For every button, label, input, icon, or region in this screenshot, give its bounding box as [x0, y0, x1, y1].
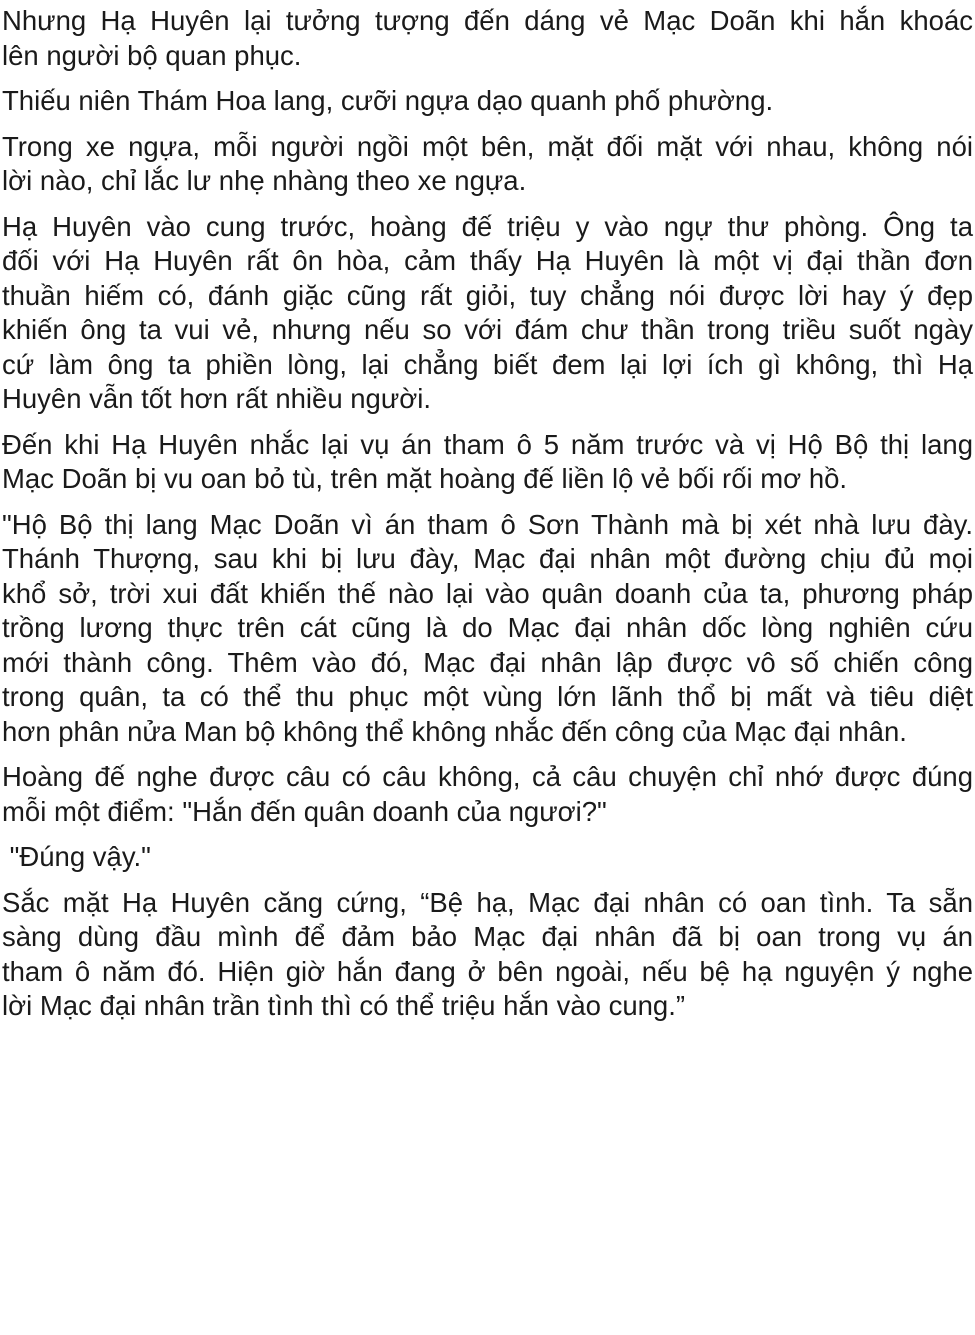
paragraph-4 [2, 210, 973, 417]
paragraph-5 [2, 428, 973, 497]
text-line: hơn phân nửa Man bộ không thể không nhắc đến công của Mạc đại nhân. [2, 715, 907, 747]
text-line: trong quân, ta có thể thu phục một vùng lớn lãnh thổ bị mất và tiêu diệt [2, 681, 973, 712]
text-line: Nhưng Hạ Huyên lại tưởng tượng đến dáng vẻ Mạc Doãn khi hắn khoác [2, 5, 973, 36]
text-line: sàng dùng đầu mình để đảm bảo Mạc đại nhân đã bị oan trong vụ án [2, 921, 973, 952]
paragraph-9 [2, 886, 973, 1024]
text-line: Thiếu niên Thám Hoa lang, cưỡi ngựa dạo quanh phố phường. [2, 85, 774, 116]
text-line: "Hộ Bộ thị lang Mạc Doãn vì án tham ô Sơn Thành mà bị xét nhà lưu đày. [2, 508, 973, 540]
text-line: trồng lương thực trên cát cũng là do Mạc đại nhân dốc lòng nghiên cứu [2, 612, 973, 643]
text-line: lên người bộ quan phục. [2, 39, 302, 71]
text-line: mỗi một điểm: "Hắn đến quân doanh của ngươi?" [2, 795, 607, 827]
text-line: thuần hiếm có, đánh giặc cũng rất giỏi, tuy chẳng nói được lời hay ý đẹp [2, 279, 973, 311]
text-line: Hoàng đế nghe được câu có câu không, cả câu chuyện chỉ nhớ được đúng [2, 761, 973, 792]
paragraph-8 [2, 840, 973, 875]
text-line: Trong xe ngựa, mỗi người ngồi một bên, mặt đối mặt với nhau, không nói [2, 130, 973, 162]
text-line: khổ sở, trời xui đất khiến thế nào lại vào quân doanh của ta, phương pháp [2, 577, 973, 609]
text-line: Đến khi Hạ Huyên nhắc lại vụ án tham ô 5 năm trước và vị Hộ Bộ thị lang [2, 428, 973, 460]
paragraph-2 [2, 84, 973, 119]
text-line: tham ô năm đó. Hiện giờ hắn đang ở bên ngoài, nếu bệ hạ nguyện ý nghe [2, 955, 973, 987]
paragraph-6 [2, 508, 973, 750]
text-line: cứ làm ông ta phiền lòng, lại chẳng biết đem lại lợi ích gì không, thì Hạ [2, 348, 973, 380]
text-line: Sắc mặt Hạ Huyên căng cứng, “Bệ hạ, Mạc đại nhân có oan tình. Ta sẵn [2, 886, 973, 918]
text-line: Huyên vẫn tốt hơn rất nhiều người. [2, 383, 432, 414]
text-line: lời nào, chỉ lắc lư nhẹ nhàng theo xe ngựa. [2, 165, 527, 196]
text-line: Thánh Thượng, sau khi bị lưu đày, Mạc đại nhân một đường chịu đủ mọi [2, 543, 973, 574]
paragraph-3 [2, 130, 973, 199]
paragraph-7 [2, 760, 973, 829]
paragraph-1 [2, 4, 973, 73]
text-line: khiến ông ta vui vẻ, nhưng nếu so với đám chư thần trong triều suốt ngày [2, 314, 973, 345]
text-line: Hạ Huyên vào cung trước, hoàng đế triệu y vào ngự thư phòng. Ông ta [2, 210, 973, 242]
text-line: Mạc Doãn bị vu oan bỏ tù, trên mặt hoàng đế liền lộ vẻ bối rối mơ hồ. [2, 463, 848, 494]
text-line: mới thành công. Thêm vào đó, Mạc đại nhân lập được vô số chiến công [2, 646, 973, 678]
text-line: đối với Hạ Huyên rất ôn hòa, cảm thấy Hạ Huyên là một vị đại thần đơn [2, 245, 973, 276]
text-line: lời Mạc đại nhân trần tình thì có thể triệu hắn vào cung.” [2, 990, 686, 1021]
text-line: "Đúng vậy." [2, 841, 151, 872]
